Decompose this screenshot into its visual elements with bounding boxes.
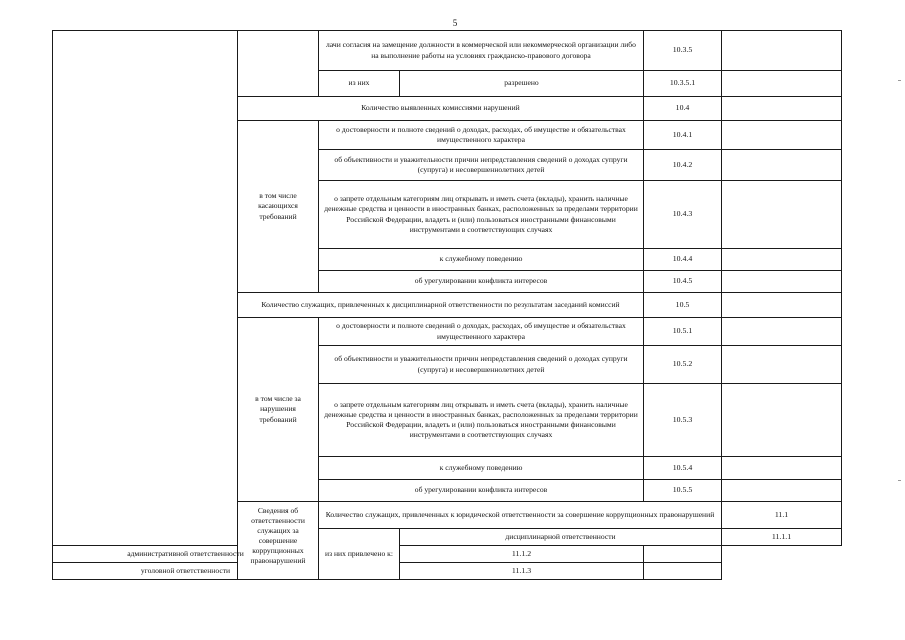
row-code: 10.4.1 bbox=[644, 121, 722, 150]
value-cell[interactable] bbox=[722, 293, 842, 318]
group-cell-empty bbox=[238, 31, 319, 97]
row-label: лачи согласия на замещение должности в коммерческой или некоммерческой организации либо на выполнение работы на условиях гражданско-правового договора bbox=[319, 31, 644, 71]
report-table bbox=[52, 30, 842, 580]
row-label: Количество служащих, привлеченных к дисциплинарной ответственности по результатам заседаний комиссий bbox=[238, 293, 644, 318]
row-label: об урегулировании конфликта интересов bbox=[319, 480, 644, 502]
row-code: 10.4.2 bbox=[644, 150, 722, 181]
value-cell[interactable] bbox=[722, 150, 842, 181]
row-code: 11.1 bbox=[722, 502, 842, 529]
row-code: 10.3.5 bbox=[644, 31, 722, 71]
row-code: 10.5 bbox=[644, 293, 722, 318]
scan-artifact bbox=[898, 80, 901, 81]
row-label: об объективности и уважительности причин непредставления сведений о доходах супруги (супруга) и несовершеннолетних детей bbox=[319, 346, 644, 384]
row-code: 11.1.3 bbox=[400, 563, 644, 580]
section-cell-empty bbox=[53, 31, 238, 546]
row-label: Количество выявленных комиссиями нарушений bbox=[238, 97, 644, 121]
row-label: Количество служащих, привлеченных к юридической ответственности за совершение коррупционных правонарушений bbox=[319, 502, 722, 529]
row-label: к служебному поведению bbox=[319, 249, 644, 271]
row-label: об урегулировании конфликта интересов bbox=[319, 271, 644, 293]
value-cell[interactable] bbox=[722, 97, 842, 121]
row-code: 10.5.2 bbox=[644, 346, 722, 384]
row-label: разрешено bbox=[400, 71, 644, 97]
row-code: 10.5.4 bbox=[644, 457, 722, 480]
value-cell[interactable] bbox=[722, 71, 842, 97]
row-prefix: из них bbox=[319, 71, 400, 97]
value-cell[interactable] bbox=[722, 181, 842, 249]
row-code: 10.4.4 bbox=[644, 249, 722, 271]
value-cell[interactable] bbox=[722, 346, 842, 384]
row-label: о достоверности и полноте сведений о доходах, расходах, об имуществе и обязательствах имущественного характера bbox=[319, 318, 644, 346]
row-code: 10.3.5.1 bbox=[644, 71, 722, 97]
value-cell[interactable] bbox=[644, 546, 722, 563]
value-cell[interactable] bbox=[722, 31, 842, 71]
row-code: 10.4.5 bbox=[644, 271, 722, 293]
row-code: 10.4.3 bbox=[644, 181, 722, 249]
row-code: 11.1.1 bbox=[722, 529, 842, 546]
row-label: об объективности и уважительности причин непредставления сведений о доходах супруги (супруга) и несовершеннолетних детей bbox=[319, 150, 644, 181]
scan-artifact bbox=[898, 480, 901, 481]
section-label: Сведения об ответственности служащих за совершение коррупционных правонарушений bbox=[238, 502, 319, 580]
row-label: уголовной ответственности bbox=[53, 563, 319, 580]
value-cell[interactable] bbox=[722, 249, 842, 271]
row-code: 10.5.5 bbox=[644, 480, 722, 502]
value-cell[interactable] bbox=[722, 480, 842, 502]
table-row bbox=[53, 31, 842, 71]
value-cell[interactable] bbox=[722, 384, 842, 457]
value-cell[interactable] bbox=[722, 121, 842, 150]
table-row bbox=[53, 546, 842, 563]
group-label: в том числе за нарушения требований bbox=[238, 318, 319, 502]
row-code: 10.5.3 bbox=[644, 384, 722, 457]
row-label: о запрете отдельным категориям лиц открывать и иметь счета (вклады), хранить наличные денежные средства и ценности в иностранных банках, расположенных за пределами территории Российской Федерации, владеть и (или) пользоваться иностранными финансовыми инструментами в соответствующих случаях bbox=[319, 384, 644, 457]
value-cell[interactable] bbox=[722, 271, 842, 293]
value-cell[interactable] bbox=[722, 457, 842, 480]
row-label: о достоверности и полноте сведений о доходах, расходах, об имуществе и обязательствах имущественного характера bbox=[319, 121, 644, 150]
group-label: из них привлечено к: bbox=[319, 529, 400, 580]
table-row bbox=[53, 563, 842, 580]
row-label: к служебному поведению bbox=[319, 457, 644, 480]
row-code: 10.4 bbox=[644, 97, 722, 121]
row-label: о запрете отдельным категориям лиц открывать и иметь счета (вклады), хранить наличные денежные средства и ценности в иностранных банках, расположенных за пределами территории Российской Федерации, владеть и (или) пользоваться иностранными финансовыми инструментами в соответствующих случаях bbox=[319, 181, 644, 249]
page-number: 5 bbox=[452, 18, 458, 28]
group-label: в том числе касающихся требований bbox=[238, 121, 319, 293]
value-cell[interactable] bbox=[644, 563, 722, 580]
row-code: 10.5.1 bbox=[644, 318, 722, 346]
row-code: 11.1.2 bbox=[400, 546, 644, 563]
row-label: административной ответственности bbox=[53, 546, 319, 563]
value-cell[interactable] bbox=[722, 318, 842, 346]
row-label: дисциплинарной ответственности bbox=[400, 529, 722, 546]
